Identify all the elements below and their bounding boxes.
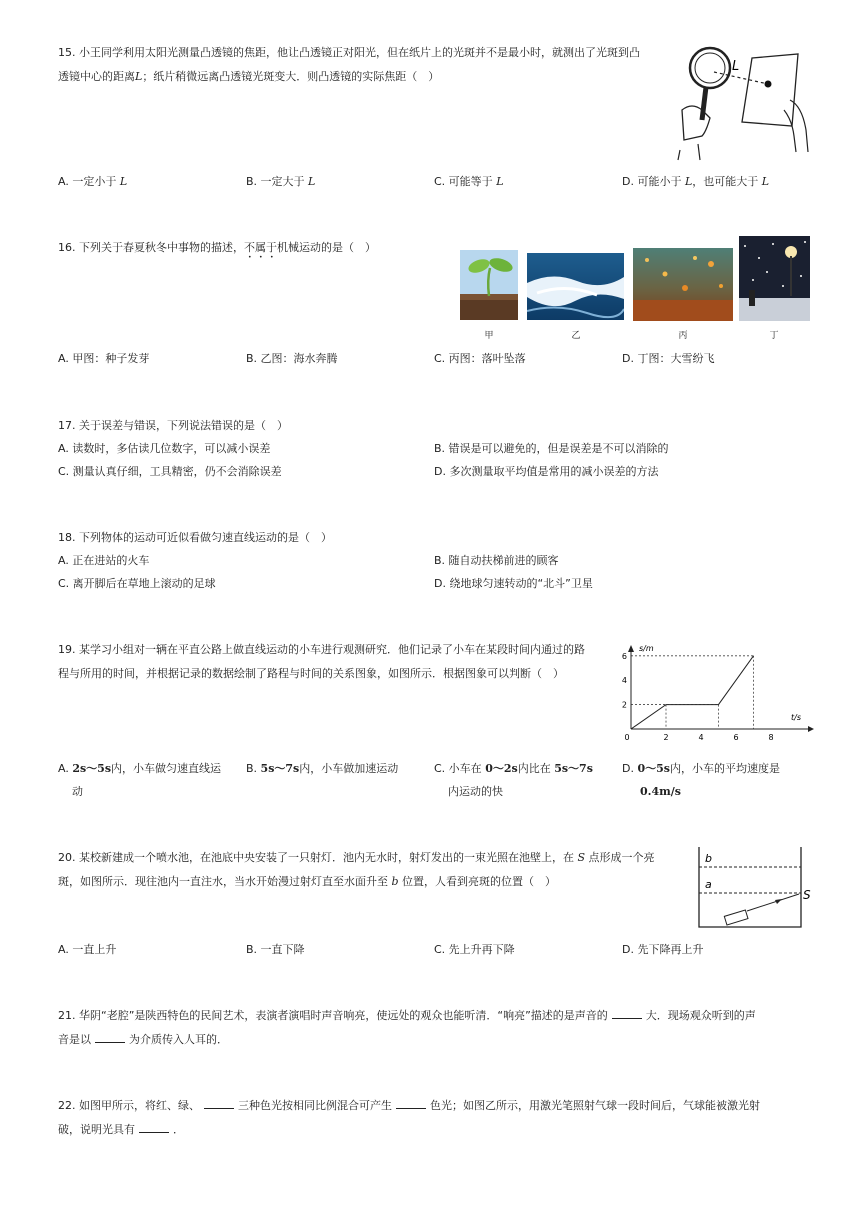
y-tick-label: 4 bbox=[621, 676, 627, 686]
falling-leaves-photo bbox=[633, 248, 733, 321]
label-b: b bbox=[705, 852, 712, 865]
caption-ding: 丁 bbox=[769, 331, 779, 341]
q17-option-c[interactable]: C. 测量认真仔细，工具精密，仍不会消除误差 bbox=[58, 465, 282, 478]
q18-option-c[interactable]: C. 离开脚后在草地上滚动的足球 bbox=[58, 577, 216, 590]
q15-option-b[interactable]: B. 一定大于 L bbox=[246, 175, 316, 188]
x-axis-label: t/s bbox=[791, 713, 801, 722]
magnifier-illustration bbox=[672, 40, 812, 162]
q18-stem: 18. 下列物体的运动可近似看做匀速直线运动的是（ ） bbox=[58, 531, 332, 544]
answer-blank-1[interactable] bbox=[612, 1006, 642, 1019]
y-tick-label: 2 bbox=[621, 700, 627, 710]
series-line bbox=[631, 656, 754, 729]
q21-line2: 音是以 为介质传入人耳的． bbox=[58, 1028, 228, 1052]
q21-line1: 21. 华阴“老腔”是陕西特色的民间艺术，表演者演唱时声音响亮，使远处的观众也能听清．“响亮”描述的是声音的 大．现场观众听到的声 bbox=[58, 1004, 756, 1028]
q19-option-d-line2: 0.4m/s bbox=[640, 785, 681, 798]
fountain-pool-diagram bbox=[695, 843, 820, 933]
q16-stem: 16. 下列关于春夏秋冬中事物的描述，不属于机械运动的是（ ） bbox=[58, 241, 376, 254]
x-tick-label: 6 bbox=[733, 733, 739, 742]
spotlight bbox=[724, 910, 748, 925]
q20-line1: 20. 某校新建成一个喷水池，在池底中央安装了一只射灯．池内无水时，射灯发出的一束光照在池壁上，在 S 点形成一个亮 bbox=[58, 851, 655, 864]
q15-line2: 透镜中心的距离L；纸片稍微远离凸透镜光斑变大．则凸透镜的实际焦距（ ） bbox=[58, 70, 440, 83]
chart-ticks bbox=[622, 652, 774, 742]
q17-stem: 17. 关于误差与错误，下列说法错误的是（ ） bbox=[58, 419, 288, 432]
q15-option-a[interactable]: A. 一定小于 L bbox=[58, 175, 128, 188]
x-tick-label: 8 bbox=[768, 733, 774, 742]
q19-option-c[interactable]: C. 小车在 0～2s内比在 5s～7s bbox=[434, 762, 593, 775]
q19-line2: 程与所用的时间，并根据记录的数据绘制了路程与时间的关系图象，如图所示．根据图象可以判断（ ） bbox=[58, 667, 564, 680]
q20-option-d[interactable]: D. 先下降再上升 bbox=[622, 943, 704, 956]
q19-line1: 19. 某学习小组对一辆在平直公路上做直线运动的小车进行观测研究．他们记录了小车在某段时间内通过的路 bbox=[58, 643, 585, 656]
x-axis-arrow bbox=[808, 726, 814, 732]
origin-label: 0 bbox=[624, 733, 630, 742]
q18-option-b[interactable]: B. 随自动扶梯前进的顾客 bbox=[434, 554, 559, 567]
q15-line1: 15. 小王同学利用太阳光测量凸透镜的焦距，他让凸透镜正对阳光，但在纸片上的光斑并不是最小时，就测出了光斑到凸 bbox=[58, 46, 640, 59]
q16-option-b[interactable]: B. 乙图：海水奔腾 bbox=[246, 352, 338, 365]
q20-option-c[interactable]: C. 先上升再下降 bbox=[434, 943, 515, 956]
q19-option-c-line2: 内运动的快 bbox=[448, 785, 503, 798]
waves-photo bbox=[527, 253, 624, 320]
seedling-photo bbox=[460, 250, 518, 320]
q22-line2: 破，说明光具有 ． bbox=[58, 1118, 184, 1142]
q15-option-c[interactable]: C. 可能等于 L bbox=[434, 175, 504, 188]
label-a: a bbox=[705, 878, 712, 891]
q16-option-c[interactable]: C. 丙图：落叶坠落 bbox=[434, 352, 526, 365]
answer-blank-3[interactable] bbox=[204, 1096, 234, 1109]
pool-walls bbox=[699, 847, 801, 927]
answer-blank-4[interactable] bbox=[396, 1096, 426, 1109]
q18-option-a[interactable]: A. 正在进站的火车 bbox=[58, 554, 150, 567]
snowfall-photo bbox=[739, 236, 810, 321]
y-axis-arrow bbox=[628, 645, 634, 652]
q15-option-d[interactable]: D. 可能小于 L，也可能大于 L bbox=[622, 175, 770, 188]
label-s: S bbox=[803, 888, 811, 902]
caption-jia: 甲 bbox=[484, 331, 494, 341]
q17-option-b[interactable]: B. 错误是可以避免的，但是误差是不可以消除的 bbox=[434, 442, 669, 455]
q16-option-d[interactable]: D. 丁图：大雪纷飞 bbox=[622, 352, 715, 365]
caption-yi: 乙 bbox=[571, 331, 581, 341]
q17-option-d[interactable]: D. 多次测量取平均值是常用的减小误差的方法 bbox=[434, 465, 659, 478]
q20-line2: 斑，如图所示．现往池内一直注水，当水开始漫过射灯直至水面升至 b 位置，人看到亮斑的位置（ ） bbox=[58, 875, 557, 888]
distance-label-l: L bbox=[732, 59, 740, 74]
caption-bing: 丙 bbox=[678, 331, 688, 341]
y-axis-label: s/m bbox=[639, 644, 654, 653]
answer-blank-5[interactable] bbox=[139, 1120, 169, 1133]
x-tick-label: 2 bbox=[663, 733, 669, 742]
x-tick-label: 4 bbox=[698, 733, 704, 742]
q19-option-d[interactable]: D. 0～5s内，小车的平均速度是 bbox=[622, 762, 780, 775]
q19-option-b[interactable]: B. 5s～7s内，小车做加速运动 bbox=[246, 762, 399, 775]
q20-option-a[interactable]: A. 一直上升 bbox=[58, 943, 117, 956]
q20-option-b[interactable]: B. 一直下降 bbox=[246, 943, 305, 956]
q18-option-d[interactable]: D. 绕地球匀速转动的“北斗”卫星 bbox=[434, 577, 593, 590]
answer-blank-2[interactable] bbox=[95, 1030, 125, 1043]
q19-option-a[interactable]: A. 2s～5s内，小车做匀速直线运 bbox=[58, 762, 222, 775]
chart-guides bbox=[631, 656, 754, 729]
q19-option-a-line2: 动 bbox=[72, 785, 83, 798]
q17-option-a[interactable]: A. 读数时，多估读几位数字，可以减小误差 bbox=[58, 442, 271, 455]
emphasis-text: 不属于 bbox=[244, 241, 277, 254]
y-tick-label: 6 bbox=[621, 651, 627, 661]
distance-time-chart bbox=[615, 640, 815, 746]
light-ray-arrow bbox=[775, 899, 782, 904]
q16-option-a[interactable]: A. 甲图：种子发芽 bbox=[58, 352, 150, 365]
light-ray bbox=[747, 894, 799, 911]
q22-line1: 22. 如图甲所示，将红、绿、 三种色光按相同比例混合可产生 色光；如图乙所示，用激光笔照射气球一段时间后，气球能被激光射 bbox=[58, 1094, 760, 1118]
